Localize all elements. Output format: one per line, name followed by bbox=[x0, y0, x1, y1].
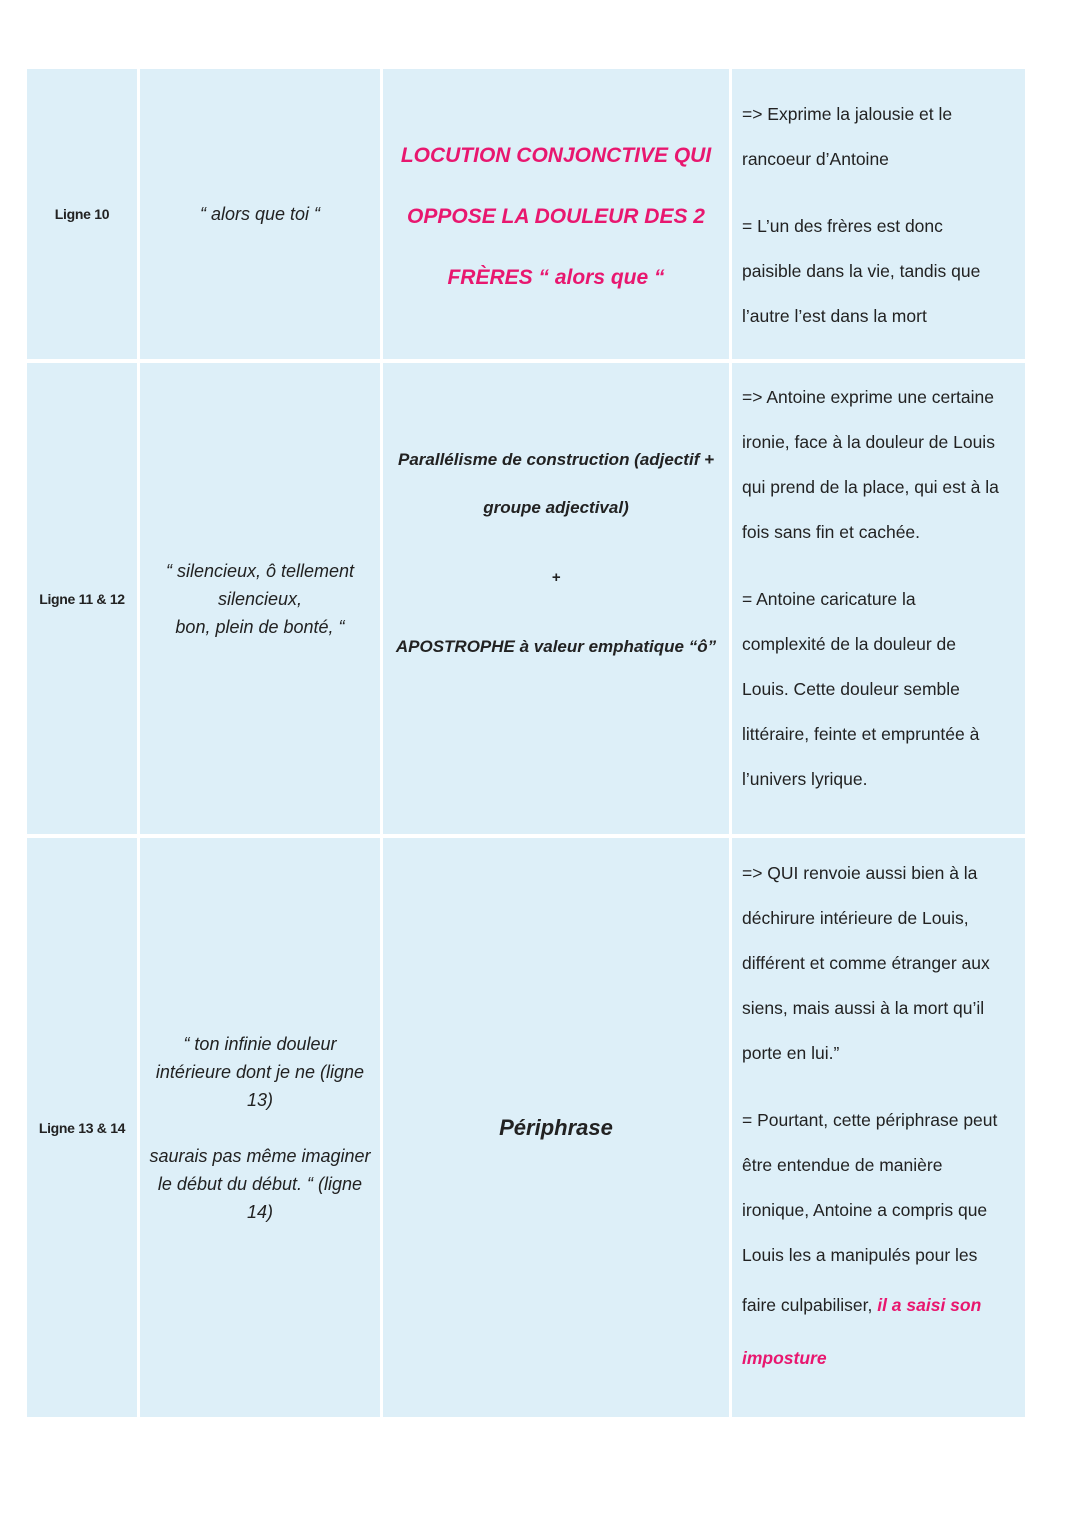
comment-text: => Antoine exprime une certaine bbox=[742, 387, 994, 407]
line-reference: Ligne 10 bbox=[54, 206, 110, 222]
analysis-text: Parallélisme de construction (adjectif + bbox=[397, 450, 715, 469]
comment-highlight: il a saisi son bbox=[877, 1295, 982, 1315]
comment-text: l’univers lyrique. bbox=[742, 769, 868, 789]
comment-text: Louis. Cette douleur semble bbox=[742, 679, 960, 699]
analysis-text: FRÈRES “ alors que “ bbox=[447, 266, 665, 289]
comment-text: différent et comme étranger aux bbox=[742, 953, 990, 973]
analysis-cell bbox=[383, 69, 729, 359]
analysis-text: groupe adjectival) bbox=[483, 498, 629, 517]
quote-text: “ silencieux, ô tellement bbox=[165, 560, 355, 581]
analysis-text: Périphrase bbox=[499, 1114, 613, 1140]
analysis-text: APOSTROPHE à valeur emphatique “ô” bbox=[395, 637, 717, 656]
quote-text: bon, plein de bonté, “ bbox=[175, 616, 345, 637]
comment-text: = Antoine caricature la bbox=[742, 589, 916, 609]
comment-text: ironique, Antoine a compris que bbox=[742, 1200, 988, 1220]
comment-text: complexité de la douleur de bbox=[742, 634, 957, 654]
quote-text: le début du début. “ (ligne bbox=[157, 1173, 363, 1194]
comment-cell bbox=[732, 363, 1025, 834]
quote-text: intérieure dont je ne (ligne bbox=[155, 1061, 365, 1082]
comment-text: => QUI renvoie aussi bien à la bbox=[742, 863, 978, 883]
quote-text: “ ton infinie douleur bbox=[183, 1033, 337, 1054]
comment-line bbox=[742, 1336, 1023, 1381]
comment-text: = Pourtant, cette périphrase peut bbox=[742, 1110, 998, 1130]
comment-text: rancoeur d’Antoine bbox=[742, 149, 889, 169]
comment-text: fois sans fin et cachée. bbox=[742, 522, 921, 542]
quote-cell bbox=[140, 69, 380, 359]
comment-text: paisible dans la vie, tandis que bbox=[742, 261, 981, 281]
comment-text: => Exprime la jalousie et le bbox=[742, 104, 953, 124]
comment-text: ironie, face à la douleur de Louis bbox=[742, 432, 995, 452]
quote-text: 14) bbox=[246, 1201, 273, 1222]
line-reference: Ligne 11 & 12 bbox=[39, 590, 125, 607]
analysis-text: OPPOSE LA DOULEUR DES 2 bbox=[407, 205, 705, 228]
analysis-text: LOCUTION CONJONCTIVE QUI bbox=[400, 144, 712, 167]
comment-text: qui prend de la place, qui est à la bbox=[742, 477, 999, 497]
table-row bbox=[27, 838, 1025, 1417]
comment-text: déchirure intérieure de Louis, bbox=[742, 908, 969, 928]
comment-text: être entendue de manière bbox=[742, 1155, 943, 1175]
quote-text: saurais pas même imaginer bbox=[149, 1145, 371, 1166]
quote-cell bbox=[140, 363, 380, 834]
comment-highlight: imposture bbox=[742, 1348, 827, 1368]
comment-cell bbox=[732, 838, 1025, 1417]
table-row bbox=[27, 363, 1025, 834]
comment-text: Louis les a manipulés pour les bbox=[742, 1245, 978, 1265]
quote-cell bbox=[140, 838, 380, 1417]
table-row bbox=[27, 69, 1025, 359]
comment-text: faire culpabiliser, bbox=[742, 1295, 878, 1315]
analysis-cell bbox=[383, 363, 729, 834]
comment-text: littéraire, feinte et empruntée à bbox=[742, 724, 980, 744]
quote-text: “ alors que toi “ bbox=[199, 204, 321, 224]
comment-text: porte en lui.” bbox=[742, 1043, 840, 1063]
line-reference: Ligne 13 & 14 bbox=[38, 1119, 126, 1136]
comment-text: l’autre l’est dans la mort bbox=[742, 306, 927, 326]
comment-text: = L’un des frères est donc bbox=[742, 216, 943, 236]
line-reference-cell bbox=[27, 838, 137, 1417]
quote-text: silencieux, bbox=[217, 588, 303, 609]
comment-cell bbox=[732, 69, 1025, 359]
line-reference-cell bbox=[27, 69, 137, 359]
comment-text: siens, mais aussi à la mort qu’il bbox=[742, 998, 985, 1018]
analysis-plus: + bbox=[551, 569, 561, 586]
comment-line bbox=[742, 1283, 1023, 1328]
analysis-cell bbox=[383, 838, 729, 1417]
quote-text: 13) bbox=[246, 1089, 273, 1110]
line-reference-cell bbox=[27, 363, 137, 834]
